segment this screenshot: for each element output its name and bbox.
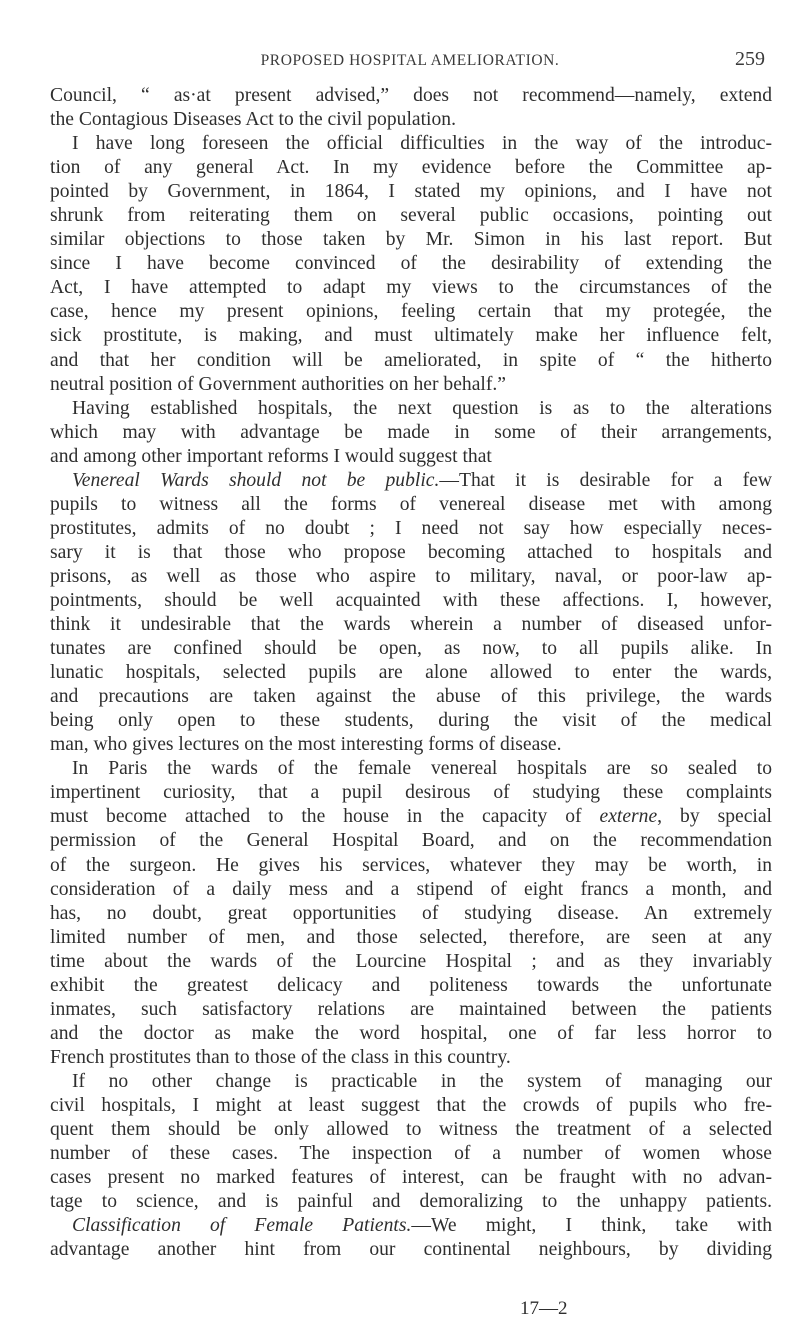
text-line bbox=[50, 1214, 772, 1238]
text-run: sary it is that those who propose becoming attached to hospitals and bbox=[50, 541, 772, 563]
text-line bbox=[50, 349, 772, 373]
text-run: has, no doubt, great opportunities of studying disease. An extremely bbox=[50, 902, 772, 924]
text-line bbox=[50, 829, 772, 853]
text-run: Council, “ as·at present advised,” does not recommend—namely, extend bbox=[50, 85, 772, 106]
text-line bbox=[50, 781, 772, 805]
text-line bbox=[50, 950, 772, 974]
text-line bbox=[50, 1094, 772, 1118]
text-line bbox=[50, 1238, 772, 1262]
italic-text: Venereal Wards should not be public. bbox=[72, 469, 440, 491]
text-line bbox=[50, 733, 772, 757]
text-run: man, who gives lectures on the most interesting forms of disease. bbox=[50, 734, 562, 756]
text-line bbox=[50, 204, 772, 228]
text-run: must become attached to the house in the capacity of bbox=[50, 806, 600, 828]
text-run: limited number of men, and those selected, therefore, are seen at any bbox=[50, 926, 772, 948]
italic-text: Classification of Female Patients. bbox=[72, 1215, 412, 1237]
text-run: pointed by Government, in 1864, I stated my opinions, and I have not bbox=[50, 181, 772, 203]
text-line bbox=[50, 156, 772, 180]
text-run: pupils to witness all the forms of venereal disease met with among bbox=[50, 493, 772, 515]
text-line bbox=[50, 108, 772, 132]
text-run: permission of the General Hospital Board, and on the recommendation bbox=[50, 830, 772, 852]
text-run: since I have become convinced of the desirability of extending the bbox=[50, 253, 772, 275]
text-run: In Paris the wards of the female venereal hospitals are so sealed to bbox=[72, 758, 772, 780]
text-run: think it undesirable that the wards wherein a number of diseased unfor- bbox=[50, 614, 772, 636]
text-run: inmates, such satisfactory relations are maintained between the patients bbox=[50, 998, 772, 1020]
printer-signature-mark: 17—2 bbox=[520, 1298, 568, 1319]
text-line bbox=[50, 709, 772, 733]
text-line bbox=[50, 180, 772, 204]
text-run: number of these cases. The inspection of a number of women whose bbox=[50, 1143, 772, 1165]
text-run: time about the wards of the Lourcine Hospital ; and as they invariably bbox=[50, 950, 772, 972]
text-run: cases present no marked features of interest, can be fraught with no advan- bbox=[50, 1167, 772, 1189]
text-line bbox=[50, 1070, 772, 1094]
text-line bbox=[50, 1118, 772, 1142]
text-line bbox=[50, 84, 772, 108]
text-line bbox=[50, 685, 772, 709]
text-run: tage to science, and is painful and demoralizing to the unhappy patients. bbox=[50, 1191, 772, 1213]
text-line bbox=[50, 805, 772, 829]
text-line bbox=[50, 1190, 772, 1214]
text-run: and that her condition will be ameliorated, in spite of “ the hitherto bbox=[50, 349, 772, 371]
text-run: —That it is desirable for a few bbox=[439, 469, 772, 491]
italic-text: externe bbox=[599, 806, 658, 828]
text-line bbox=[50, 517, 772, 541]
text-line bbox=[50, 397, 772, 421]
text-line bbox=[50, 878, 772, 902]
text-line bbox=[50, 1166, 772, 1190]
text-run: pointments, should be well acquainted with these affections. I, however, bbox=[50, 589, 772, 611]
text-line bbox=[50, 493, 772, 517]
text-line bbox=[50, 926, 772, 950]
text-run: case, hence my present opinions, feeling certain that my protegée, the bbox=[50, 301, 772, 323]
text-line bbox=[50, 373, 772, 397]
text-run: of the surgeon. He gives his services, whatever they may be worth, in bbox=[50, 854, 772, 876]
text-run: French prostitutes than to those of the class in this country. bbox=[50, 1046, 511, 1068]
text-run: I have long foreseen the official difficulties in the way of the introduc- bbox=[72, 133, 772, 155]
body-text bbox=[50, 84, 772, 1262]
text-run: —We might, I think, take with bbox=[411, 1215, 772, 1237]
text-run: Having established hospitals, the next question is as to the alterations bbox=[72, 397, 772, 419]
text-run: being only open to these students, during the visit of the medical bbox=[50, 710, 772, 732]
text-line bbox=[50, 1022, 772, 1046]
text-line bbox=[50, 661, 772, 685]
text-run: shrunk from reiterating them on several public occasions, pointing out bbox=[50, 205, 772, 227]
text-run: , by special bbox=[657, 806, 772, 828]
text-run: lunatic hospitals, selected pupils are alone allowed to enter the wards, bbox=[50, 662, 772, 684]
text-run: If no other change is practicable in the system of managing our bbox=[72, 1070, 772, 1092]
text-line bbox=[50, 565, 772, 589]
text-run: consideration of a daily mess and a stipend of eight francs a month, and bbox=[50, 878, 772, 900]
text-line bbox=[50, 854, 772, 878]
text-run: and precautions are taken against the abuse of this privilege, the wards bbox=[50, 686, 772, 708]
text-run: tunates are confined should be open, as now, to all pupils alike. In bbox=[50, 638, 772, 660]
text-run: neutral position of Government authorities on her behalf.” bbox=[50, 373, 506, 395]
text-run: exhibit the greatest delicacy and politeness towards the unfortunate bbox=[50, 974, 772, 996]
text-run: quent them should be only allowed to witness the treatment of a selected bbox=[50, 1119, 772, 1141]
text-line bbox=[50, 228, 772, 252]
page-number: 259 bbox=[735, 48, 765, 70]
text-run: sick prostitute, is making, and must ultimately make her influence felt, bbox=[50, 325, 772, 347]
text-run: advantage another hint from our continental neighbours, by dividing bbox=[50, 1239, 772, 1261]
text-line bbox=[50, 469, 772, 493]
text-line bbox=[50, 974, 772, 998]
text-line bbox=[50, 132, 772, 156]
text-run: and the doctor as make the word hospital, one of far less horror to bbox=[50, 1022, 772, 1044]
text-run: the Contagious Diseases Act to the civil population. bbox=[50, 109, 456, 131]
text-run: tion of any general Act. In my evidence before the Committee ap- bbox=[50, 157, 772, 179]
text-line bbox=[50, 637, 772, 661]
text-line bbox=[50, 421, 772, 445]
text-line bbox=[50, 1142, 772, 1166]
text-line bbox=[50, 902, 772, 926]
text-run: which may with advantage be made in some of their arrangements, bbox=[50, 421, 772, 443]
text-run: civil hospitals, I might at least suggest that the crowds of pupils who fre- bbox=[50, 1094, 772, 1116]
text-run: prisons, as well as those who aspire to military, naval, or poor-law ap- bbox=[50, 565, 772, 587]
text-line bbox=[50, 1046, 772, 1070]
text-line bbox=[50, 757, 772, 781]
text-line bbox=[50, 445, 772, 469]
text-run: similar objections to those taken by Mr. Simon in his last report. But bbox=[50, 229, 772, 251]
text-line bbox=[50, 998, 772, 1022]
text-line bbox=[50, 276, 772, 300]
text-run: impertinent curiosity, that a pupil desirous of studying these complaints bbox=[50, 782, 772, 804]
text-run: and among other important reforms I would suggest that bbox=[50, 445, 492, 467]
text-line bbox=[50, 252, 772, 276]
text-line bbox=[50, 324, 772, 348]
text-run: Act, I have attempted to adapt my views to the circumstances of the bbox=[50, 277, 772, 299]
text-line bbox=[50, 589, 772, 613]
text-run: prostitutes, admits of no doubt ; I need not say how especially neces- bbox=[50, 517, 772, 539]
text-line bbox=[50, 300, 772, 324]
text-line bbox=[50, 541, 772, 565]
running-title: PROPOSED HOSPITAL AMELIORATION. bbox=[260, 52, 560, 69]
text-line bbox=[50, 613, 772, 637]
